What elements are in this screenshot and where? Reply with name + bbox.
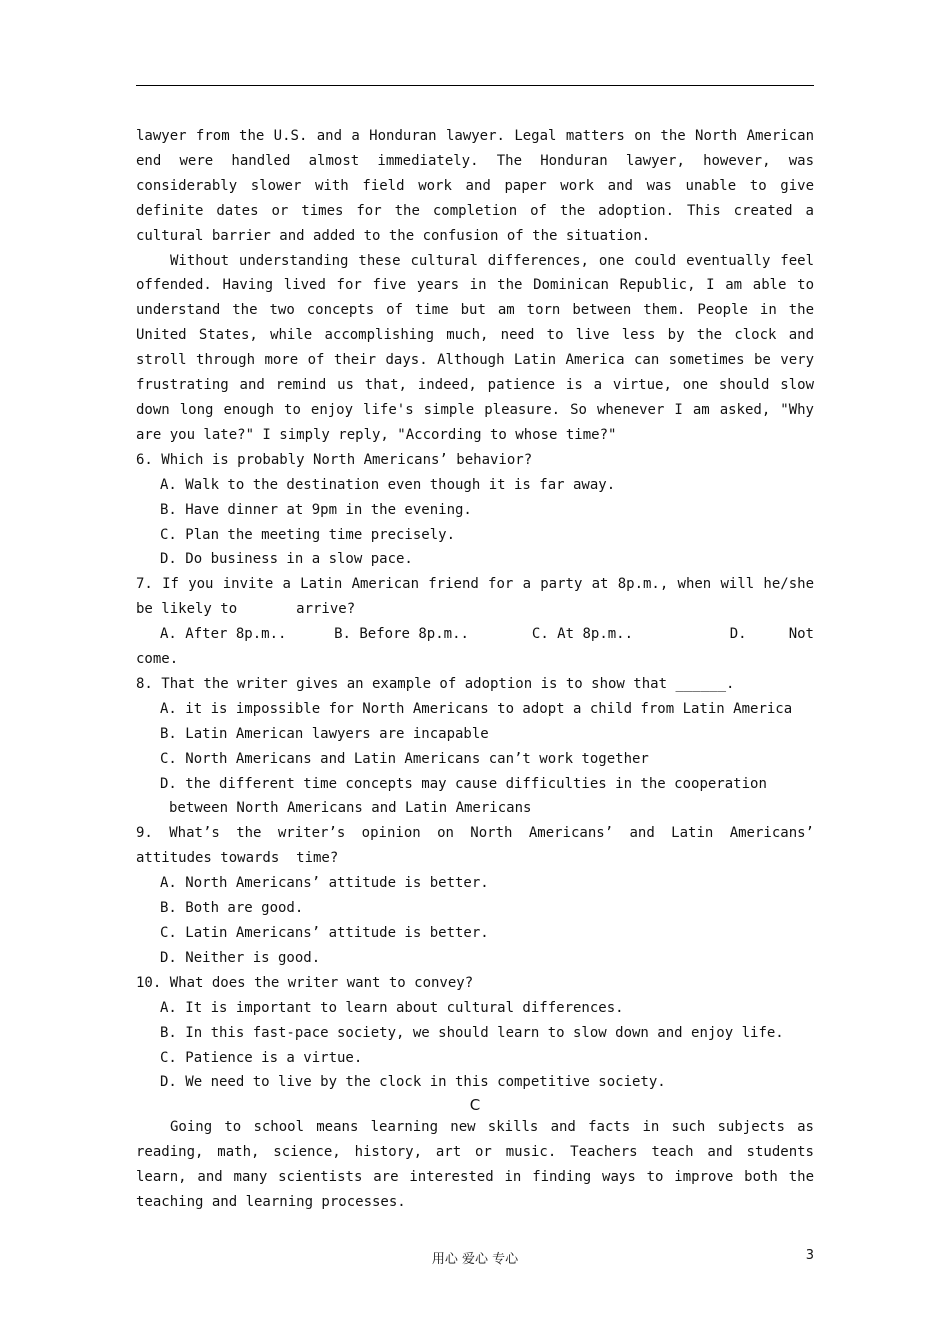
question-8-option-d: D. the different time concepts may cause difficulties in the cooperation [160,775,767,792]
section-c-heading: C [469,1096,481,1115]
question-7-stem-line-1: 7. If you invite a Latin American friend for a party at 8p.m., when will he/she [136,576,814,593]
question-7-option-d: D. Not [729,626,814,643]
question-9-option-b: B. Both are good. [160,900,304,917]
question-7-option-b: B. Before 8p.m.. [334,626,469,643]
question-9-option-c: C. Latin Americans’ attitude is better. [160,925,489,941]
question-7-option-d-continued: come. [136,651,179,668]
question-10-option-a: A. It is important to learn about cultural differences. [160,999,624,1016]
footer-slogan: 用心 爱心 专心 [431,1252,519,1267]
question-7-stem-line-2: be likely to arrive? [136,601,356,618]
header-rule [136,85,814,86]
question-10-option-d: D. We need to live by the clock in this competitive society. [160,1074,666,1091]
page-footer [136,1248,814,1268]
question-10-option-c: C. Patience is a virtue. [160,1049,363,1066]
question-7-options [136,622,814,647]
question-6-option-a: A. Walk to the destination even though it is far away. [160,476,616,493]
question-7-option-c: C. At 8p.m.. [531,626,634,643]
question-9-option-d: D. Neither is good. [160,949,321,966]
question-8-stem: 8. That the writer gives an example of adoption is to show that ______. [136,675,735,692]
page-number: 3 [805,1248,814,1263]
question-8-option-c: C. North Americans and Latin Americans can’t work together [160,750,649,767]
question-8-option-b: B. Latin American lawyers are incapable [160,725,489,742]
question-6-option-b: B. Have dinner at 9pm in the evening. [160,501,472,518]
question-6-option-c: C. Plan the meeting time precisely. [160,526,456,543]
page-content [136,124,823,1215]
question-7-option-a: A. After 8p.m.. [160,626,287,643]
question-6-option-d: D. Do business in a slow pace. [160,551,413,568]
question-8-option-a: A. it is impossible for North Americans to adopt a child from Latin America [160,700,793,717]
question-8-option-d-continued: between North Americans and Latin Americans [169,800,532,817]
passage-b-paragraph-1: lawyer from the U.S. and a Honduran lawyer. Legal matters on the North American end were handled almost immediately. The Honduran lawyer, however, was considerably slower with field work and paper work and was unable to give definite dates or times for the completion of the adoption. This created a cultural barrier and added to the confusion of the situation. [136,128,814,244]
passage-b-paragraph-2: Without understanding these cultural differences, one could eventually feel offended. Having lived for five years in the Dominican Republic, I am able to understand the two concepts of time but am torn between them. People in the United States, while accomplishing much, need to live less by the clock and stroll through more of their days. Although Latin America can sometimes be very frustrating and remind us that, indeed, patience is a virtue, one should slow down long enough to enjoy life's simple pleasure. So whenever I am asked, "Why are you late?" I simply reply, "According to whose time?" [136,252,814,443]
section-c-paragraph-1: Going to school means learning new skills and facts in such subjects as reading, math, science, history, art or music. Teachers teach and students learn, and many scientists are interested in finding ways to improve both the teaching and learning processes. [136,1119,814,1211]
question-9-stem: 9. What’s the writer’s opinion on North Americans’ and Latin Americans’ attitudes towards time? [136,825,823,867]
question-9-option-a: A. North Americans’ attitude is better. [160,875,489,892]
question-10-option-b: B. In this fast-pace society, we should learn to slow down and enjoy life. [160,1024,784,1041]
question-6-stem: 6. Which is probably North Americans’ behavior? [136,451,533,468]
question-10-stem: 10. What does the writer want to convey? [136,974,474,991]
